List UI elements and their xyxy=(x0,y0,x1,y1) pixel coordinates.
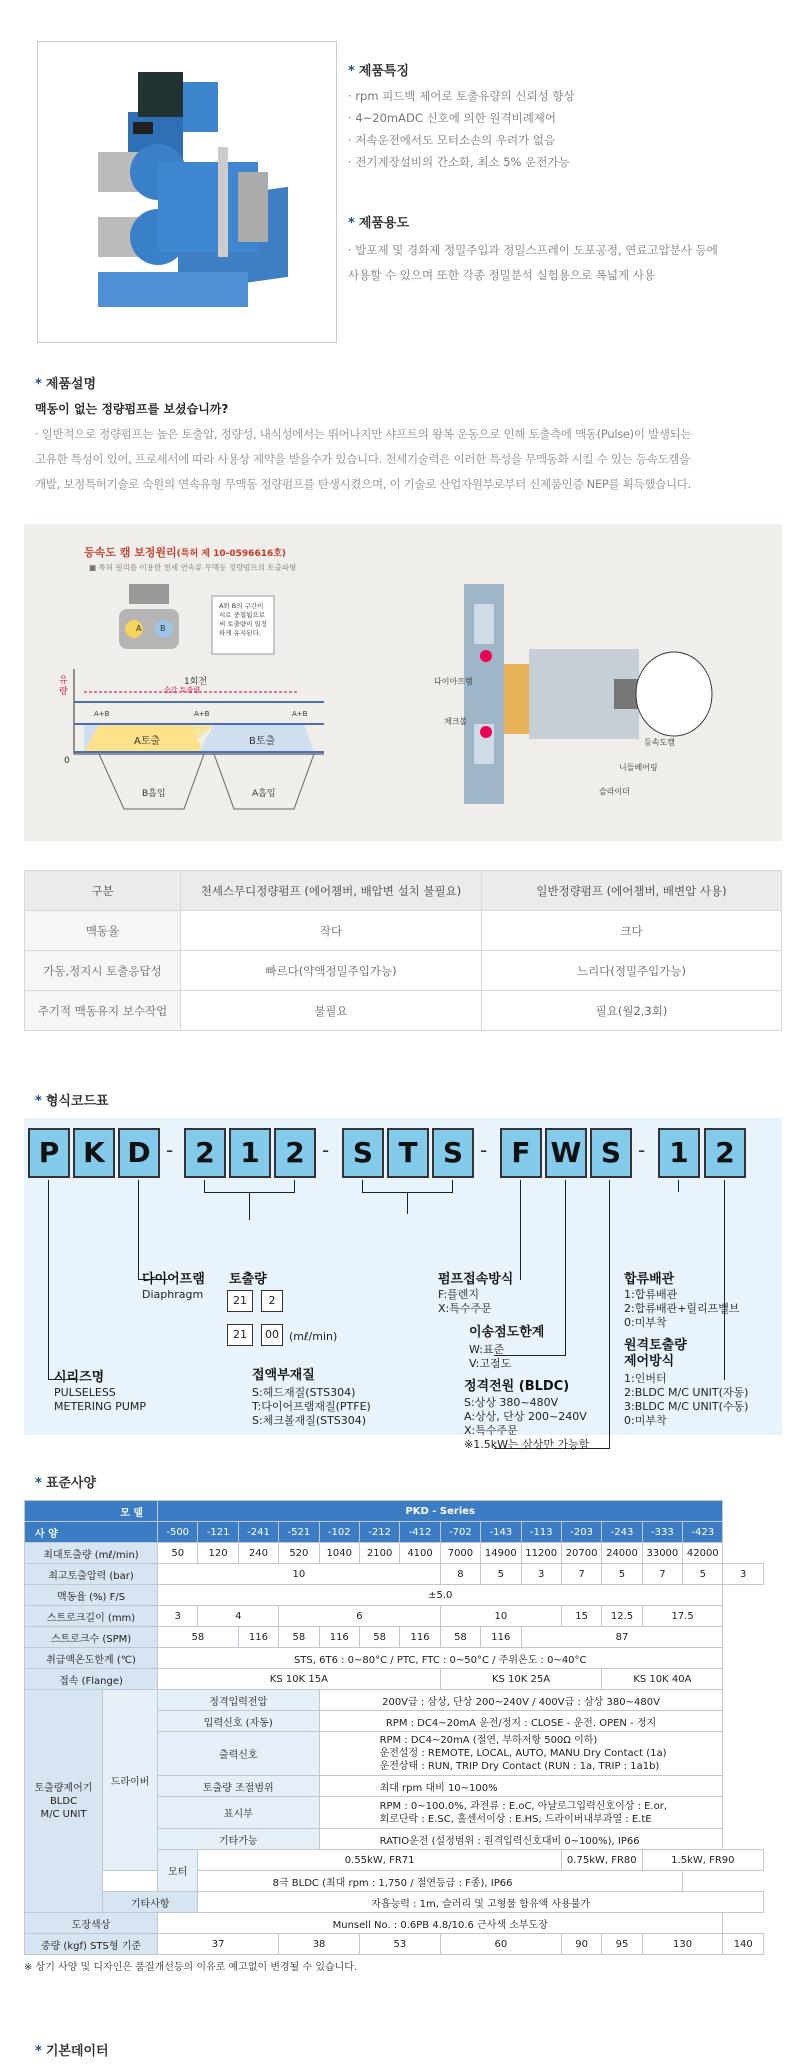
table-cell: 느리다(정밀주입가능) xyxy=(482,951,782,991)
code-separator: - xyxy=(638,1138,646,1162)
row-label: 도장색상 xyxy=(25,1913,158,1934)
feature-item: · 전기계장설비의 간소화, 최소 5% 운전가능 xyxy=(348,155,570,169)
table-cell: ±5.0 xyxy=(158,1585,723,1606)
model-col: -412 xyxy=(400,1522,440,1543)
table-cell: 33000 xyxy=(642,1543,682,1564)
pump-b-label: B xyxy=(160,624,166,633)
instant-flow-label: 순간 토출량 xyxy=(164,686,201,694)
table-cell: 2100 xyxy=(359,1543,399,1564)
connection-2: X:특수주문 xyxy=(438,1302,492,1315)
table-cell: 120 xyxy=(198,1543,238,1564)
ab-label-3: A+B xyxy=(292,710,308,718)
desc-title: * 제품설명 xyxy=(35,377,97,392)
model-col: -333 xyxy=(642,1522,682,1543)
model-col: -102 xyxy=(319,1522,359,1543)
code-char: F xyxy=(500,1128,542,1178)
slider-label: 슬라이더 xyxy=(599,787,630,796)
table-cell: 58 xyxy=(158,1627,239,1648)
usage-text: · 발포제 및 경화제 정밀주입과 정밀스프레이 도포공정, 연료고압분사 등에 사용할 수 있으며 또한 각종 정밀분석 실험용으로 폭넓게 사용 xyxy=(348,243,718,282)
table-cell: 130 xyxy=(642,1934,723,1955)
row-label: 주기적 맥동유지 보수작업 xyxy=(25,991,181,1031)
table-cell: 116 xyxy=(238,1627,278,1648)
comparison-table xyxy=(24,870,782,1031)
row-label: 가동,정지시 토출응답성 xyxy=(25,951,181,991)
table-cell: 최대 rpm 대비 10~100% xyxy=(319,1776,723,1797)
table-row xyxy=(25,911,782,951)
code-separator: - xyxy=(166,1138,174,1162)
series-title: 시리즈명 xyxy=(54,1370,105,1385)
code-char: 2 xyxy=(184,1128,226,1178)
material-2: T:다이어프램재질(PTFE) xyxy=(252,1400,371,1413)
header-cell: 구분 xyxy=(25,871,181,911)
table-row xyxy=(25,1606,764,1627)
row-label: 최고토출압력 (bar) xyxy=(25,1564,158,1585)
code-separator: - xyxy=(480,1138,488,1162)
table-row xyxy=(25,1669,764,1690)
waveform-chart xyxy=(24,524,782,841)
table-cell: RPM : 0~100.0%, 과전류 : E.oC, 아날로그입력신호이상 : E.or, 회로단락 : E.SC, 홀센서이상 : E.HS, 드라이버내부과열 : E.tE xyxy=(319,1797,723,1829)
code-char: S xyxy=(590,1128,632,1178)
series-en-1: PULSELESS xyxy=(54,1386,116,1399)
model-col: -241 xyxy=(238,1522,278,1543)
table-cell: 4 xyxy=(198,1606,279,1627)
table-cell: 15 xyxy=(561,1606,601,1627)
a-out-label: A토출 xyxy=(134,736,161,747)
series-header: PKD - Series xyxy=(158,1501,723,1522)
table-cell: 11200 xyxy=(521,1543,561,1564)
code-char: 1 xyxy=(658,1128,700,1178)
diaphragm-title: 다이어프램 xyxy=(142,1272,205,1287)
power-2: A:상상, 단상 200~240V xyxy=(464,1410,587,1423)
remote-2: 2:BLDC M/C UNIT(자동) xyxy=(624,1386,749,1399)
model-code-chart xyxy=(24,1118,782,1451)
code-char: 1 xyxy=(229,1128,271,1178)
join-3: 0:미부착 xyxy=(624,1316,667,1329)
table-cell: 1.5kW, FR90 xyxy=(642,1850,763,1871)
table-cell: 불필요 xyxy=(181,991,482,1031)
row-label: 최대토출량 (mℓ/min) xyxy=(25,1543,158,1564)
product-image xyxy=(37,41,337,343)
controller-label: 토출량제어기 BLDC M/C UNIT xyxy=(25,1690,103,1913)
code-char: 2 xyxy=(274,1128,316,1178)
model-header: 모 델 xyxy=(25,1501,158,1522)
table-cell: 5 xyxy=(683,1564,723,1585)
code-char: T xyxy=(387,1128,429,1178)
desc-paragraph: · 일반적으로 정량펌프는 높은 토출압, 정량성, 내식성에서는 뛰어나지만 샤프트의 왕복 운동으로 인해 토출측에 맥동(Pulse)이 발생되는 고유한 특성이 있어, 프로세서에 따라 사용상 제약을 받을수가 있습니다. 천세기술력은 이러한 특성을 무맥동화 시킬 수 있는 등속도캠을 개발, 보정특허기술로 숙원의 연속유형 무맥동 정량펌프를 탄생시켰으며, 이 기술로 산업자원부로부터 신제품인증 NEP를 획득했습니다. xyxy=(35,427,692,491)
viscosity-title: 이송점도한계 xyxy=(469,1325,545,1340)
row-label: 스트로크길이 (mm) xyxy=(25,1606,158,1627)
remote-1: 1:인버터 xyxy=(624,1372,667,1385)
table-cell: 95 xyxy=(602,1934,642,1955)
table-cell: RATIO운전 (설정범위 : 원격입력신호대비 0~100%), IP66 xyxy=(319,1829,723,1850)
row-label: 스트로크수 (SPM) xyxy=(25,1627,158,1648)
model-col: -212 xyxy=(359,1522,399,1543)
power-4: ※1.5kW는 삼상만 가능함 xyxy=(464,1438,590,1451)
power-title: 정격전원 (BLDC) xyxy=(464,1379,570,1394)
flow-box-c: 21 xyxy=(227,1324,253,1346)
header-cell: 천세스무디정량펌프 (에어챔버, 배압변 설치 불필요) xyxy=(181,871,482,911)
diagram-note: A와 B의 구간이 서로 중첩됨으로써 토출량이 일정하게 유지된다. xyxy=(219,602,268,637)
table-cell: 7 xyxy=(642,1564,682,1585)
feature-item: · rpm 피드백 제어로 토출유량의 신뢰성 향상 xyxy=(348,89,575,103)
row-label: 취급액온도한계 (℃) xyxy=(25,1648,158,1669)
a-in-label: A흡입 xyxy=(252,789,276,799)
flow-title: 토출량 xyxy=(229,1272,267,1287)
row-label: 기타사항 xyxy=(103,1892,198,1913)
table-cell: 1040 xyxy=(319,1543,359,1564)
table-cell: Munsell No. : 0.6PB 4.8/10.6 근사색 소부도장 xyxy=(158,1913,723,1934)
table-cell: KS 10K 40A xyxy=(602,1669,723,1690)
table-row xyxy=(25,1913,764,1934)
table-row xyxy=(25,1543,764,1564)
table-cell: 240 xyxy=(238,1543,278,1564)
table-row xyxy=(25,1892,764,1913)
needle-bearing-label: 니들베어링 xyxy=(619,763,658,772)
row-label: 정격입력전압 xyxy=(158,1690,320,1711)
table-cell: 크다 xyxy=(482,911,782,951)
spec-note: ※ 상기 사양 및 디자인은 품질개선등의 이유로 예고없이 변경될 수 있습니다. xyxy=(24,1962,358,1973)
table-cell: STS, 6T6 : 0~80°C / PTC, FTC : 0~50°C / 주위온도 : 0~40°C xyxy=(158,1648,723,1669)
table-row xyxy=(25,1934,764,1955)
table-cell: 87 xyxy=(521,1627,723,1648)
table-cell: 116 xyxy=(319,1627,359,1648)
cam-label: 등속도캠 xyxy=(644,738,675,747)
flow-box-d: 00 xyxy=(261,1324,283,1346)
table-cell: 0.55kW, FR71 xyxy=(198,1850,562,1871)
table-cell: 60 xyxy=(440,1934,561,1955)
table-cell: 38 xyxy=(279,1934,360,1955)
connection-title: 펌프접속방식 xyxy=(438,1272,514,1287)
code-char: K xyxy=(73,1128,115,1178)
table-cell: 17.5 xyxy=(642,1606,723,1627)
pump-a-label: A xyxy=(136,624,142,633)
table-cell: 116 xyxy=(481,1627,521,1648)
table-cell: 7 xyxy=(561,1564,601,1585)
row-label: 기타가능 xyxy=(158,1829,320,1850)
table-cell: 10 xyxy=(158,1564,441,1585)
table-cell: RPM : DC4~20mA 운전/정지 : CLOSE - 운전. OPEN - 정지 xyxy=(319,1711,723,1732)
feature-item: · 4~20mADC 신호에 의한 원격비례제어 xyxy=(348,111,557,125)
table-cell: 58 xyxy=(359,1627,399,1648)
table-cell: 4100 xyxy=(400,1543,440,1564)
flow-box-b: 2 xyxy=(261,1290,283,1312)
spec-title: * 표준사양 xyxy=(35,1476,97,1491)
code-char: W xyxy=(545,1128,587,1178)
join-1: 1:합류배관 xyxy=(624,1288,678,1301)
model-col: -121 xyxy=(198,1522,238,1543)
desc-question: 맥동이 없는 정량펌프를 보셨습니까? xyxy=(35,402,229,416)
table-cell: 24000 xyxy=(602,1543,642,1564)
table-cell: 5 xyxy=(602,1564,642,1585)
power-3: X:특수주문 xyxy=(464,1424,518,1437)
model-col: -243 xyxy=(602,1522,642,1543)
table-row xyxy=(25,1648,764,1669)
one-revolution-label: 1회전 xyxy=(184,677,208,687)
features-title: * 제품특징 xyxy=(348,64,410,79)
series-en-2: METERING PUMP xyxy=(54,1400,147,1413)
material-1: S:헤드재질(STS304) xyxy=(252,1386,356,1399)
row-label: 접속 (Flange) xyxy=(25,1669,158,1690)
y-axis-label: 유량 xyxy=(59,676,68,697)
table-row xyxy=(25,1690,764,1711)
code-separator: - xyxy=(322,1138,330,1162)
table-cell: 53 xyxy=(359,1934,440,1955)
remote-4: 0:미부착 xyxy=(624,1414,667,1427)
table-cell: 6 xyxy=(279,1606,441,1627)
table-cell: 작다 xyxy=(181,911,482,951)
table-cell: 58 xyxy=(279,1627,319,1648)
usage-title: * 제품용도 xyxy=(348,216,410,231)
table-cell: 50 xyxy=(158,1543,198,1564)
remote-3: 3:BLDC M/C UNIT(수동) xyxy=(624,1400,749,1413)
table-cell: 8 xyxy=(440,1564,480,1585)
model-col: -203 xyxy=(561,1522,601,1543)
model-col: -702 xyxy=(440,1522,480,1543)
table-cell: 필요(월2,3회) xyxy=(482,991,782,1031)
zero-label: 0 xyxy=(64,756,70,766)
table-cell: 0.75kW, FR80 xyxy=(561,1850,642,1871)
table-cell: 5 xyxy=(481,1564,521,1585)
remote-title-1: 원격토출량 xyxy=(624,1338,687,1353)
model-col: -521 xyxy=(279,1522,319,1543)
table-header-row xyxy=(25,871,782,911)
table-cell: 42000 xyxy=(683,1543,723,1564)
table-cell: 116 xyxy=(400,1627,440,1648)
checkball-label: 체크볼 xyxy=(444,717,468,726)
table-cell: 90 xyxy=(561,1934,601,1955)
code-char: S xyxy=(432,1128,474,1178)
spec-table xyxy=(24,1500,764,1973)
table-row xyxy=(25,1627,764,1648)
table-cell: 3 xyxy=(158,1606,198,1627)
b-out-label: B토출 xyxy=(249,736,276,747)
row-label: 중량 (kgf) STS형 기준 xyxy=(25,1934,158,1955)
pump-illustration xyxy=(38,42,338,344)
code-char: 2 xyxy=(704,1128,746,1178)
model-col: -423 xyxy=(683,1522,723,1543)
ab-label-1: A+B xyxy=(94,710,110,718)
features-list xyxy=(348,85,575,173)
flow-unit: (mℓ/min) xyxy=(289,1330,338,1343)
table-cell: 14900 xyxy=(481,1543,521,1564)
driver-label: 드라이버 xyxy=(103,1690,158,1871)
table-cell: 3 xyxy=(521,1564,561,1585)
table-cell: RPM : DC4~20mA (절연, 부하저항 500Ω 이하) 운전설정 : REMOTE, LOCAL, AUTO, MANU Dry Contact (1a) 운전상태 : RUN, TRIP Dry Contact (RUN : 1a, TRIP : 1a1b) xyxy=(319,1732,723,1776)
table-cell: 3 xyxy=(723,1564,764,1585)
power-1: S:상상 380~480V xyxy=(464,1396,559,1409)
code-char: S xyxy=(342,1128,384,1178)
header-cell: 일반정량펌프 (에어챔버, 배변압 사용) xyxy=(482,871,782,911)
spec-header: 사 양 xyxy=(25,1522,158,1543)
join-title: 합류배관 xyxy=(624,1272,675,1287)
table-cell: 8극 BLDC (최대 rpm : 1,750 / 절연등급 : F종), IP66 xyxy=(103,1871,683,1892)
table-cell: 200V급 : 삼상, 단상 200~240V / 400V급 : 삼상 380~480V xyxy=(319,1690,723,1711)
diaphragm-label: 다이아프램 xyxy=(434,677,473,686)
material-title: 접액부재질 xyxy=(252,1368,315,1383)
basic-data-title: * 기본데이터 xyxy=(35,2044,109,2059)
table-cell: 20700 xyxy=(561,1543,601,1564)
viscosity-1: W:표준 xyxy=(469,1343,505,1356)
ab-label-2: A+B xyxy=(194,710,210,718)
diaphragm-en: Diaphragm xyxy=(142,1288,204,1301)
table-cell: KS 10K 25A xyxy=(440,1669,602,1690)
row-label: 표시부 xyxy=(158,1797,320,1829)
table-cell: 빠르다(약액정밀주입가능) xyxy=(181,951,482,991)
row-label: 출력신호 xyxy=(158,1732,320,1776)
motor-label: 모터 xyxy=(158,1850,198,1892)
table-row xyxy=(25,951,782,991)
table-cell: 140 xyxy=(723,1934,764,1955)
model-col: -143 xyxy=(481,1522,521,1543)
code-title: * 형식코드표 xyxy=(35,1094,109,1109)
flow-box-a: 21 xyxy=(227,1290,253,1312)
table-cell: 58 xyxy=(440,1627,480,1648)
model-col: -500 xyxy=(158,1522,198,1543)
row-label: 맥동율 (%) F/S xyxy=(25,1585,158,1606)
remote-title-2: 제어방식 xyxy=(624,1354,675,1369)
row-label: 맥동율 xyxy=(25,911,181,951)
row-label: 입력신호 (자동) xyxy=(158,1711,320,1732)
table-row xyxy=(25,1564,764,1585)
diagram-subtitle: ■ 특허 원리를 이용한 천세 연속류 무맥동 정량펌프의 토출파형 xyxy=(89,563,297,572)
table-row xyxy=(25,991,782,1031)
viscosity-2: V:고점도 xyxy=(469,1357,512,1370)
code-char: P xyxy=(28,1128,70,1178)
material-3: S:체크볼재질(STS304) xyxy=(252,1414,367,1427)
table-cell: 12.5 xyxy=(602,1606,642,1627)
table-row xyxy=(25,1585,764,1606)
table-cell: 7000 xyxy=(440,1543,480,1564)
feature-item: · 저속운전에서도 모터소손의 우려가 없음 xyxy=(348,133,556,147)
connection-1: F:플렌지 xyxy=(438,1288,480,1301)
code-char: D xyxy=(118,1128,160,1178)
table-cell: 10 xyxy=(440,1606,561,1627)
table-row xyxy=(25,1871,764,1892)
join-2: 2:합류배관+릴리프밸브 xyxy=(624,1302,740,1315)
row-label: 토출량 조절범위 xyxy=(158,1776,320,1797)
model-col: -113 xyxy=(521,1522,561,1543)
diagram-title: 등속도 캠 보정원리(특허 제 10-0596616호) xyxy=(84,546,287,559)
table-cell: 520 xyxy=(279,1543,319,1564)
table-cell: KS 10K 15A xyxy=(158,1669,441,1690)
table-cell: 37 xyxy=(158,1934,279,1955)
cam-diagram xyxy=(24,524,782,841)
table-cell: 자흡능력 : 1m, 슬러리 및 고형물 함유액 사용불가 xyxy=(198,1892,764,1913)
b-in-label: B흡입 xyxy=(142,789,166,799)
